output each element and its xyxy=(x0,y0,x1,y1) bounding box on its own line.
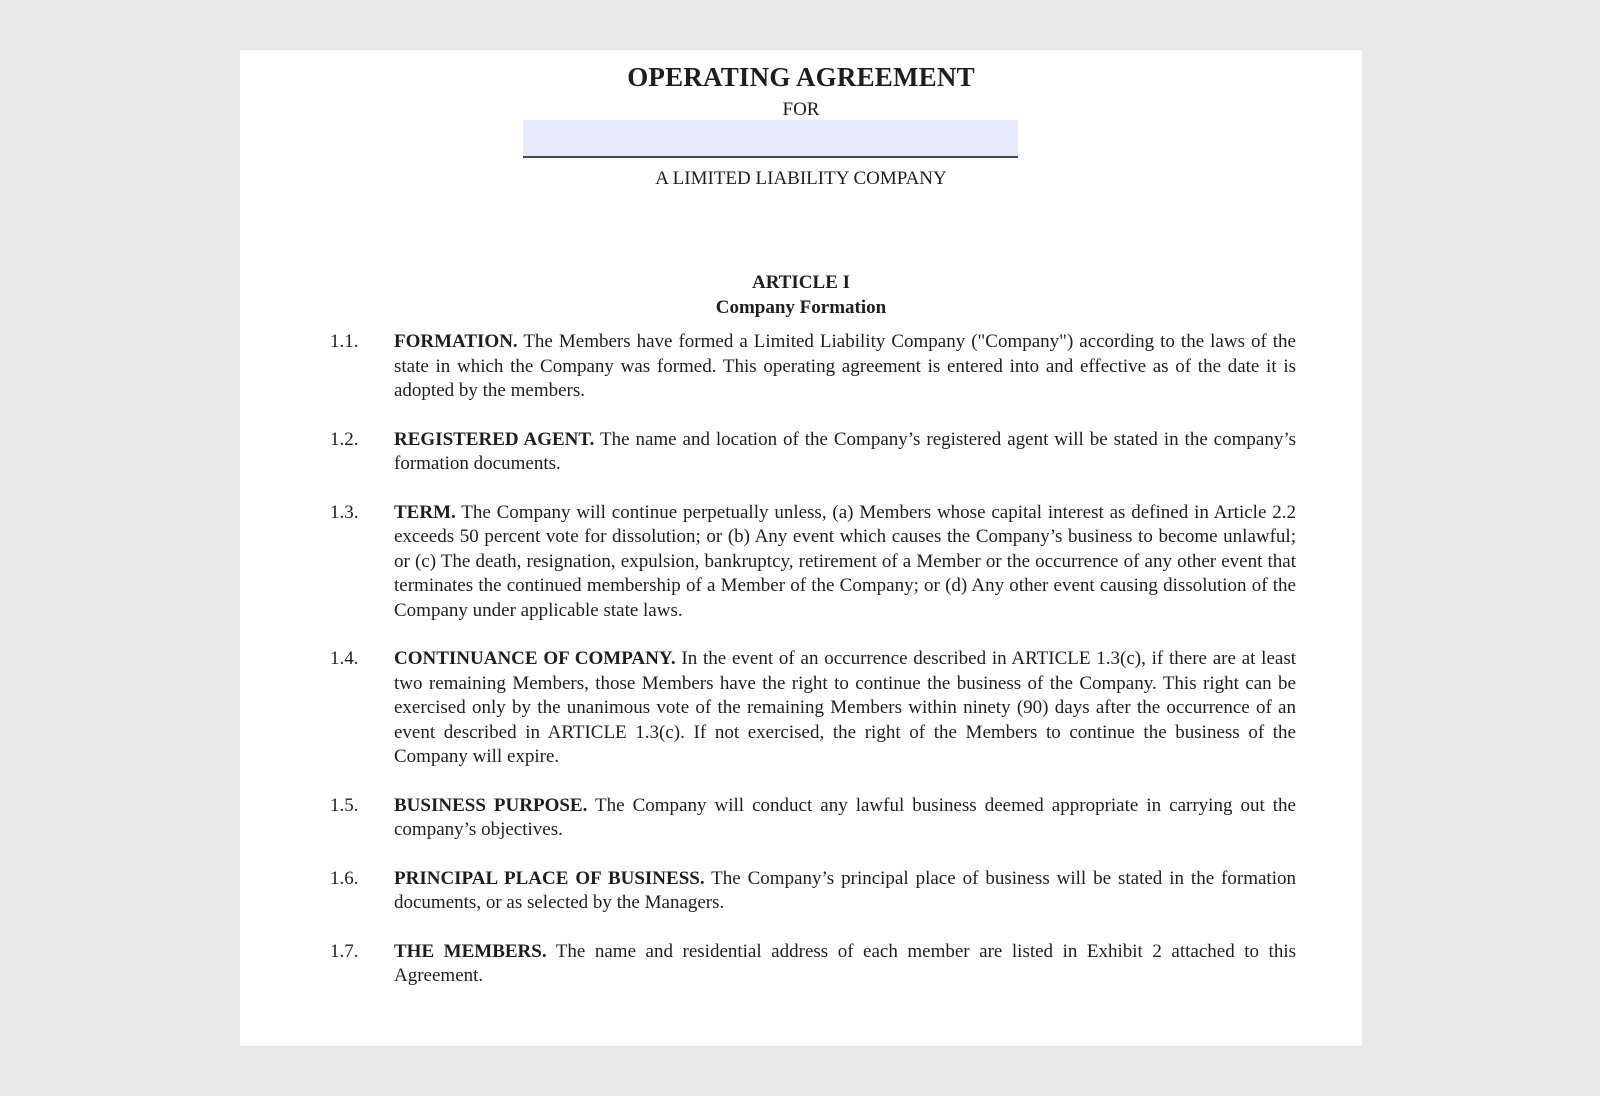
section-text: The Company will conduct any lawful business deemed appropriate in carrying out the company’s objectives. xyxy=(394,794,1296,840)
section-heading: THE MEMBERS. xyxy=(394,940,547,962)
section-body xyxy=(394,867,1296,916)
section-number: 1.6. xyxy=(330,867,359,889)
section-text: In the event of an occurrence described in ARTICLE 1.3(c), if there are at least two remaining Members, those Members have the right to continue the business of the Company. This right can be exercised only by the unanimous vote of the remaining Members within ninety (90) days after the occurrence of an event described in ARTICLE 1.3(c). If not exercised, the right of the Members to continue the business of the Company will expire. xyxy=(394,648,1297,767)
document-title: OPERATING AGREEMENT xyxy=(627,62,975,92)
section-heading: FORMATION. xyxy=(394,331,518,352)
section-1-6 xyxy=(330,867,1296,916)
section-heading: CONTINUANCE OF COMPANY. xyxy=(394,648,676,669)
section-1-5 xyxy=(330,794,1296,843)
section-heading: TERM. xyxy=(394,501,456,523)
section-heading: PRINCIPAL PLACE OF BUSINESS. xyxy=(394,867,705,889)
section-number: 1.1. xyxy=(330,331,359,352)
section-text: The name and location of the Company’s registered agent will be stated in the company’s formation documents. xyxy=(394,428,1297,474)
section-body xyxy=(394,794,1296,843)
section-1-1 xyxy=(330,330,1296,404)
section-body xyxy=(394,647,1296,770)
document-subtitle: A LIMITED LIABILITY COMPANY xyxy=(655,168,947,189)
section-heading: BUSINESS PURPOSE. xyxy=(394,794,588,816)
section-1-7 xyxy=(330,940,1296,989)
section-body xyxy=(394,940,1296,989)
section-1-4 xyxy=(330,647,1296,770)
article-number: ARTICLE I xyxy=(751,272,851,293)
section-heading: REGISTERED AGENT. xyxy=(394,428,595,450)
article-title: Company Formation xyxy=(715,297,887,318)
section-body xyxy=(394,501,1296,624)
section-1-2 xyxy=(330,428,1296,477)
document-page xyxy=(240,50,1362,1046)
section-number: 1.3. xyxy=(330,501,359,523)
company-name-field[interactable] xyxy=(523,120,1018,158)
section-text: The Company’s principal place of business will be stated in the formation documents, or as selected by the Managers. xyxy=(394,867,1296,913)
section-list xyxy=(330,330,1296,1013)
article-heading xyxy=(240,270,1362,320)
section-body xyxy=(394,428,1296,477)
section-body xyxy=(394,330,1296,404)
section-number: 1.5. xyxy=(330,794,359,816)
section-text: The Company will continue perpetually unless, (a) Members whose capital interest as defined in Article 2.2 exceeds 50 percent vote for dissolution; or (b) Any event which causes the Company’s business to become unlawful; or (c) The death, resignation, expulsion, bankruptcy, retirement of a Member or the occurrence of any other event that terminates the continued membership of a Member of the Company; or (d) Any other event causing dissolution of the Company under applicable state laws. xyxy=(394,501,1296,621)
section-number: 1.7. xyxy=(330,940,359,962)
section-number: 1.2. xyxy=(330,428,359,450)
section-1-3 xyxy=(330,501,1296,624)
section-text: The Members have formed a Limited Liability Company ("Company") according to the laws of the state in which the Company was formed. This operating agreement is entered into and effective as of the date it is adopted by the members. xyxy=(394,331,1296,401)
section-text: The name and residential address of each member are listed in Exhibit 2 attached to this Agreement. xyxy=(394,940,1296,986)
document-for-label: FOR xyxy=(782,99,820,120)
section-number: 1.4. xyxy=(330,648,359,669)
